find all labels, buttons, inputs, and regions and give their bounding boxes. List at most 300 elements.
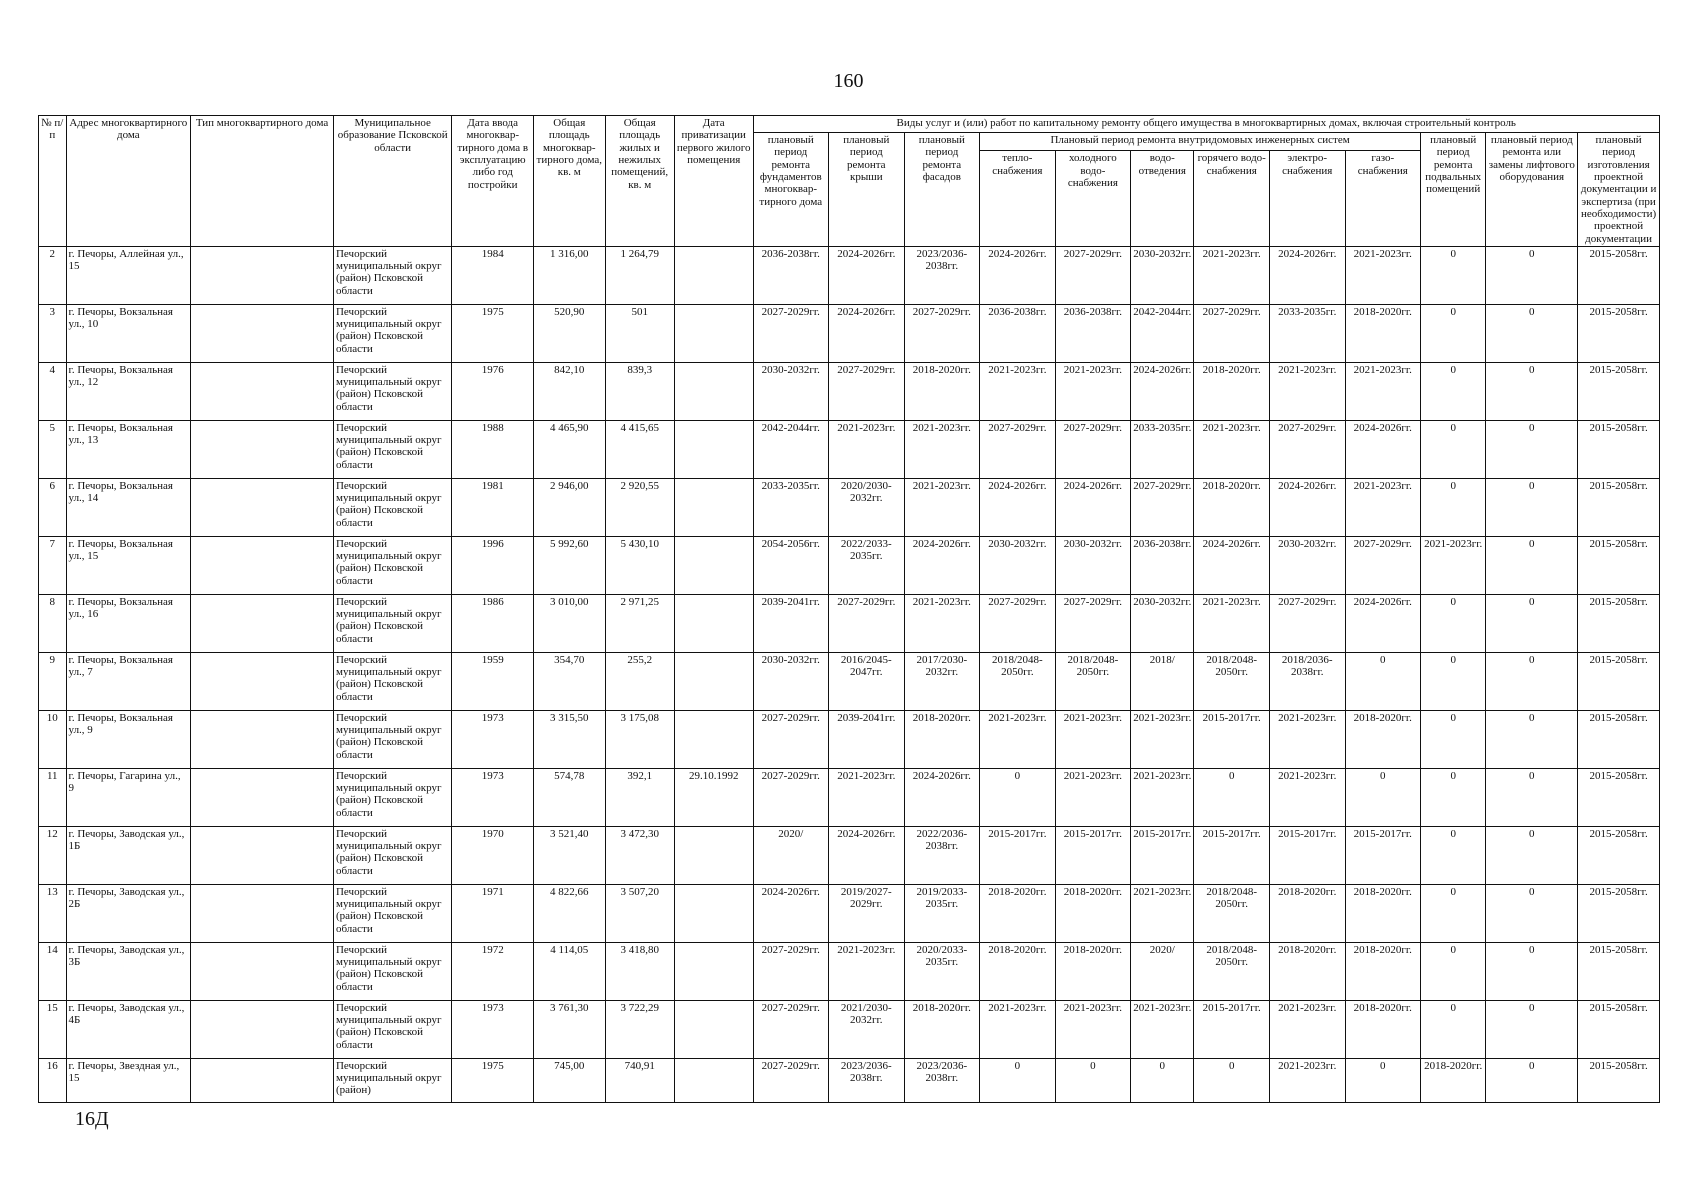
cell-lift: 0 [1486, 594, 1578, 652]
cell-num: 4 [39, 362, 67, 420]
cell-electric: 2021-2023гг. [1269, 768, 1345, 826]
cell-living-area: 5 430,10 [605, 536, 674, 594]
cell-living-area: 3 507,20 [605, 884, 674, 942]
cell-lift: 0 [1486, 362, 1578, 420]
cell-cold-water: 2030-2032гг. [1055, 536, 1131, 594]
cell-heat: 2018-2020гг. [980, 884, 1056, 942]
cell-num: 11 [39, 768, 67, 826]
header-foundation: плановый период ремонта фундаментов многоквар-тирного дома [753, 133, 829, 247]
cell-address: г. Печоры, Заводская ул., 2Б [66, 884, 191, 942]
cell-address: г. Печоры, Заводская ул., 1Б [66, 826, 191, 884]
cell-municipality: Печорский муниципальный округ (район) Псковской области [333, 304, 451, 362]
cell-total-area: 745,00 [534, 1058, 605, 1102]
cell-total-area: 842,10 [534, 362, 605, 420]
cell-lift: 0 [1486, 884, 1578, 942]
cell-drainage: 2030-2032гг. [1131, 246, 1194, 304]
cell-lift: 0 [1486, 304, 1578, 362]
cell-basement: 0 [1421, 1000, 1486, 1058]
cell-cold-water: 2027-2029гг. [1055, 594, 1131, 652]
cell-cold-water: 2021-2023гг. [1055, 768, 1131, 826]
cell-address: г. Печоры, Вокзальная ул., 14 [66, 478, 191, 536]
cell-gas: 2021-2023гг. [1345, 478, 1421, 536]
cell-facade: 2024-2026гг. [904, 536, 980, 594]
cell-hot-water: 0 [1194, 768, 1270, 826]
cell-privatization [674, 942, 753, 1000]
cell-heat: 2030-2032гг. [980, 536, 1056, 594]
cell-drainage: 2030-2032гг. [1131, 594, 1194, 652]
cell-facade: 2022/2036-2038гг. [904, 826, 980, 884]
cell-privatization [674, 826, 753, 884]
cell-year: 1981 [452, 478, 534, 536]
cell-foundation: 2042-2044гг. [753, 420, 829, 478]
cell-cold-water: 2018-2020гг. [1055, 942, 1131, 1000]
cell-lift: 0 [1486, 1058, 1578, 1102]
cell-total-area: 520,90 [534, 304, 605, 362]
cell-type [191, 652, 334, 710]
cell-gas: 2018-2020гг. [1345, 884, 1421, 942]
cell-year: 1973 [452, 1000, 534, 1058]
cell-design: 2015-2058гг. [1578, 710, 1660, 768]
cell-gas: 0 [1345, 768, 1421, 826]
cell-basement: 0 [1421, 826, 1486, 884]
cell-total-area: 3 521,40 [534, 826, 605, 884]
cell-electric: 2024-2026гг. [1269, 246, 1345, 304]
cell-drainage: 2024-2026гг. [1131, 362, 1194, 420]
cell-facade: 2024-2026гг. [904, 768, 980, 826]
cell-foundation: 2027-2029гг. [753, 304, 829, 362]
cell-privatization [674, 362, 753, 420]
footer-mark: 16Д [75, 1108, 109, 1130]
cell-year: 1984 [452, 246, 534, 304]
cell-total-area: 354,70 [534, 652, 605, 710]
cell-design: 2015-2058гг. [1578, 536, 1660, 594]
cell-num: 9 [39, 652, 67, 710]
cell-roof: 2027-2029гг. [829, 362, 905, 420]
cell-gas: 2018-2020гг. [1345, 942, 1421, 1000]
cell-address: г. Печоры, Заводская ул., 3Б [66, 942, 191, 1000]
table-row [39, 1000, 1660, 1058]
cell-privatization [674, 884, 753, 942]
cell-privatization [674, 1000, 753, 1058]
table-row [39, 478, 1660, 536]
cell-electric: 2024-2026гг. [1269, 478, 1345, 536]
cell-municipality: Печорский муниципальный округ (район) Псковской области [333, 942, 451, 1000]
cell-gas: 2027-2029гг. [1345, 536, 1421, 594]
cell-type [191, 246, 334, 304]
cell-type [191, 768, 334, 826]
cell-hot-water: 2027-2029гг. [1194, 304, 1270, 362]
cell-design: 2015-2058гг. [1578, 478, 1660, 536]
cell-gas: 0 [1345, 652, 1421, 710]
cell-basement: 0 [1421, 710, 1486, 768]
cell-heat: 2021-2023гг. [980, 1000, 1056, 1058]
cell-address: г. Печоры, Вокзальная ул., 10 [66, 304, 191, 362]
cell-heat: 2015-2017гг. [980, 826, 1056, 884]
cell-facade: 2021-2023гг. [904, 478, 980, 536]
cell-electric: 2027-2029гг. [1269, 594, 1345, 652]
cell-num: 3 [39, 304, 67, 362]
cell-municipality: Печорский муниципальный округ (район) Псковской области [333, 710, 451, 768]
cell-roof: 2022/2033-2035гг. [829, 536, 905, 594]
header-roof: плановый период ремонта крыши [829, 133, 905, 247]
cell-basement: 0 [1421, 884, 1486, 942]
cell-living-area: 3 722,29 [605, 1000, 674, 1058]
cell-privatization: 29.10.1992 [674, 768, 753, 826]
cell-design: 2015-2058гг. [1578, 1058, 1660, 1102]
cell-type [191, 1058, 334, 1102]
table-row [39, 594, 1660, 652]
cell-total-area: 4 114,05 [534, 942, 605, 1000]
cell-gas: 0 [1345, 1058, 1421, 1102]
cell-num: 16 [39, 1058, 67, 1102]
cell-privatization [674, 246, 753, 304]
cell-facade: 2018-2020гг. [904, 710, 980, 768]
cell-drainage: 2018/ [1131, 652, 1194, 710]
table-row [39, 710, 1660, 768]
cell-foundation: 2054-2056гг. [753, 536, 829, 594]
cell-gas: 2018-2020гг. [1345, 710, 1421, 768]
cell-year: 1988 [452, 420, 534, 478]
cell-type [191, 594, 334, 652]
cell-lift: 0 [1486, 652, 1578, 710]
cell-lift: 0 [1486, 826, 1578, 884]
table-row [39, 768, 1660, 826]
cell-lift: 0 [1486, 246, 1578, 304]
cell-roof: 2024-2026гг. [829, 304, 905, 362]
cell-privatization [674, 304, 753, 362]
cell-hot-water: 2018/2048-2050гг. [1194, 884, 1270, 942]
cell-privatization [674, 652, 753, 710]
header-gas: газо-снабжения [1345, 151, 1421, 247]
cell-address: г. Печоры, Вокзальная ул., 9 [66, 710, 191, 768]
cell-num: 2 [39, 246, 67, 304]
cell-electric: 2021-2023гг. [1269, 1000, 1345, 1058]
cell-living-area: 2 920,55 [605, 478, 674, 536]
cell-drainage: 2021-2023гг. [1131, 768, 1194, 826]
header-year: Дата ввода многоквар-тирного дома в эксплуатацию либо год постройки [452, 116, 534, 247]
cell-basement: 0 [1421, 942, 1486, 1000]
cell-design: 2015-2058гг. [1578, 362, 1660, 420]
cell-facade: 2019/2033-2035гг. [904, 884, 980, 942]
cell-total-area: 3 010,00 [534, 594, 605, 652]
cell-municipality: Печорский муниципальный округ (район) Псковской области [333, 362, 451, 420]
cell-electric: 2021-2023гг. [1269, 710, 1345, 768]
cell-electric: 2021-2023гг. [1269, 362, 1345, 420]
cell-year: 1959 [452, 652, 534, 710]
cell-hot-water: 2018-2020гг. [1194, 478, 1270, 536]
cell-cold-water: 2021-2023гг. [1055, 1000, 1131, 1058]
cell-hot-water: 2018-2020гг. [1194, 362, 1270, 420]
cell-lift: 0 [1486, 710, 1578, 768]
cell-hot-water: 2015-2017гг. [1194, 826, 1270, 884]
cell-roof: 2024-2026гг. [829, 246, 905, 304]
cell-privatization [674, 594, 753, 652]
cell-electric: 2018/2036-2038гг. [1269, 652, 1345, 710]
table-row [39, 652, 1660, 710]
cell-total-area: 3 315,50 [534, 710, 605, 768]
header-address: Адрес многоквартирного дома [66, 116, 191, 247]
cell-design: 2015-2058гг. [1578, 768, 1660, 826]
cell-design: 2015-2058гг. [1578, 1000, 1660, 1058]
cell-hot-water: 2021-2023гг. [1194, 246, 1270, 304]
cell-type [191, 826, 334, 884]
cell-year: 1975 [452, 1058, 534, 1102]
cell-municipality: Печорский муниципальный округ (район) Псковской области [333, 652, 451, 710]
cell-num: 6 [39, 478, 67, 536]
cell-roof: 2027-2029гг. [829, 594, 905, 652]
cell-hot-water: 2024-2026гг. [1194, 536, 1270, 594]
header-num: № п/п [39, 116, 67, 247]
cell-drainage: 2021-2023гг. [1131, 884, 1194, 942]
cell-basement: 0 [1421, 304, 1486, 362]
cell-municipality: Печорский муниципальный округ (район) Псковской области [333, 536, 451, 594]
header-basement: плановый период ремонта подвальных помещений [1421, 133, 1486, 247]
header-cold-water: холодного водо-снабжения [1055, 151, 1131, 247]
cell-roof: 2020/2030-2032гг. [829, 478, 905, 536]
cell-total-area: 574,78 [534, 768, 605, 826]
cell-heat: 2021-2023гг. [980, 362, 1056, 420]
cell-privatization [674, 1058, 753, 1102]
cell-cold-water: 0 [1055, 1058, 1131, 1102]
cell-year: 1975 [452, 304, 534, 362]
table-row [39, 1058, 1660, 1102]
cell-living-area: 3 175,08 [605, 710, 674, 768]
cell-heat: 0 [980, 768, 1056, 826]
cell-cold-water: 2021-2023гг. [1055, 362, 1131, 420]
cell-heat: 2027-2029гг. [980, 420, 1056, 478]
cell-total-area: 4 822,66 [534, 884, 605, 942]
cell-drainage: 0 [1131, 1058, 1194, 1102]
cell-drainage: 2015-2017гг. [1131, 826, 1194, 884]
cell-facade: 2027-2029гг. [904, 304, 980, 362]
cell-basement: 0 [1421, 594, 1486, 652]
cell-roof: 2019/2027-2029гг. [829, 884, 905, 942]
cell-municipality: Печорский муниципальный округ (район) [333, 1058, 451, 1102]
cell-facade: 2021-2023гг. [904, 594, 980, 652]
cell-total-area: 1 316,00 [534, 246, 605, 304]
cell-municipality: Печорский муниципальный округ (район) Псковской области [333, 478, 451, 536]
cell-heat: 2036-2038гг. [980, 304, 1056, 362]
cell-year: 1971 [452, 884, 534, 942]
cell-facade: 2023/2036-2038гг. [904, 246, 980, 304]
cell-foundation: 2030-2032гг. [753, 362, 829, 420]
cell-heat: 2018-2020гг. [980, 942, 1056, 1000]
cell-living-area: 2 971,25 [605, 594, 674, 652]
cell-address: г. Печоры, Вокзальная ул., 12 [66, 362, 191, 420]
cell-heat: 2018/2048-2050гг. [980, 652, 1056, 710]
cell-basement: 0 [1421, 246, 1486, 304]
header-drainage: водо-отведения [1131, 151, 1194, 247]
cell-lift: 0 [1486, 942, 1578, 1000]
cell-drainage: 2033-2035гг. [1131, 420, 1194, 478]
cell-electric: 2018-2020гг. [1269, 884, 1345, 942]
cell-basement: 0 [1421, 768, 1486, 826]
cell-electric: 2018-2020гг. [1269, 942, 1345, 1000]
cell-year: 1996 [452, 536, 534, 594]
cell-municipality: Печорский муниципальный округ (район) Псковской области [333, 1000, 451, 1058]
cell-electric: 2021-2023гг. [1269, 1058, 1345, 1102]
cell-living-area: 3 472,30 [605, 826, 674, 884]
cell-gas: 2015-2017гг. [1345, 826, 1421, 884]
header-engineering-group: Плановый период ремонта внутридомовых инженерных систем [980, 133, 1421, 151]
cell-type [191, 536, 334, 594]
cell-drainage: 2020/ [1131, 942, 1194, 1000]
table-row [39, 536, 1660, 594]
header-hot-water: горячего водо-снабжения [1194, 151, 1270, 247]
cell-design: 2015-2058гг. [1578, 420, 1660, 478]
cell-hot-water: 2015-2017гг. [1194, 710, 1270, 768]
cell-design: 2015-2058гг. [1578, 942, 1660, 1000]
cell-lift: 0 [1486, 478, 1578, 536]
cell-drainage: 2027-2029гг. [1131, 478, 1194, 536]
cell-foundation: 2027-2029гг. [753, 1058, 829, 1102]
cell-foundation: 2036-2038гг. [753, 246, 829, 304]
cell-heat: 2021-2023гг. [980, 710, 1056, 768]
cell-living-area: 3 418,80 [605, 942, 674, 1000]
cell-drainage: 2021-2023гг. [1131, 710, 1194, 768]
cell-roof: 2016/2045-2047гг. [829, 652, 905, 710]
table-row [39, 304, 1660, 362]
cell-lift: 0 [1486, 768, 1578, 826]
cell-hot-water: 2018/2048-2050гг. [1194, 942, 1270, 1000]
cell-basement: 0 [1421, 652, 1486, 710]
cell-municipality: Печорский муниципальный округ (район) Псковской области [333, 826, 451, 884]
cell-basement: 0 [1421, 478, 1486, 536]
cell-electric: 2015-2017гг. [1269, 826, 1345, 884]
cell-year: 1986 [452, 594, 534, 652]
table-row [39, 942, 1660, 1000]
cell-electric: 2033-2035гг. [1269, 304, 1345, 362]
table-row [39, 884, 1660, 942]
cell-living-area: 4 415,65 [605, 420, 674, 478]
cell-living-area: 839,3 [605, 362, 674, 420]
cell-num: 12 [39, 826, 67, 884]
capital-repair-table [38, 115, 1660, 1103]
page-number: 160 [833, 70, 864, 92]
cell-num: 5 [39, 420, 67, 478]
cell-basement: 0 [1421, 420, 1486, 478]
cell-basement: 0 [1421, 362, 1486, 420]
cell-gas: 2024-2026гг. [1345, 594, 1421, 652]
cell-foundation: 2039-2041гг. [753, 594, 829, 652]
cell-cold-water: 2027-2029гг. [1055, 246, 1131, 304]
cell-num: 7 [39, 536, 67, 594]
cell-municipality: Печорский муниципальный округ (район) Псковской области [333, 884, 451, 942]
cell-foundation: 2030-2032гг. [753, 652, 829, 710]
cell-foundation: 2027-2029гг. [753, 710, 829, 768]
cell-address: г. Печоры, Аллейная ул., 15 [66, 246, 191, 304]
cell-facade: 2017/2030-2032гг. [904, 652, 980, 710]
cell-living-area: 1 264,79 [605, 246, 674, 304]
cell-design: 2015-2058гг. [1578, 304, 1660, 362]
cell-roof: 2021/2030-2032гг. [829, 1000, 905, 1058]
cell-privatization [674, 420, 753, 478]
table-row [39, 420, 1660, 478]
cell-basement: 2021-2023гг. [1421, 536, 1486, 594]
cell-heat: 2024-2026гг. [980, 246, 1056, 304]
table-row [39, 246, 1660, 304]
cell-address: г. Печоры, Заводская ул., 4Б [66, 1000, 191, 1058]
cell-municipality: Печорский муниципальный округ (район) Псковской области [333, 246, 451, 304]
cell-heat: 0 [980, 1058, 1056, 1102]
header-design: плановый период изготовления проектной документации и экспертиза (при необходимости) проектной документации [1578, 133, 1660, 247]
cell-cold-water: 2024-2026гг. [1055, 478, 1131, 536]
cell-gas: 2018-2020гг. [1345, 304, 1421, 362]
cell-num: 10 [39, 710, 67, 768]
cell-heat: 2024-2026гг. [980, 478, 1056, 536]
header-living-area: Общая площадь жилых и нежилых помещений, кв. м [605, 116, 674, 247]
cell-total-area: 3 761,30 [534, 1000, 605, 1058]
cell-hot-water: 0 [1194, 1058, 1270, 1102]
cell-living-area: 255,2 [605, 652, 674, 710]
cell-design: 2015-2058гг. [1578, 884, 1660, 942]
cell-roof: 2021-2023гг. [829, 942, 905, 1000]
cell-design: 2015-2058гг. [1578, 246, 1660, 304]
cell-living-area: 740,91 [605, 1058, 674, 1102]
cell-hot-water: 2021-2023гг. [1194, 594, 1270, 652]
cell-foundation: 2020/ [753, 826, 829, 884]
cell-address: г. Печоры, Вокзальная ул., 15 [66, 536, 191, 594]
cell-privatization [674, 536, 753, 594]
cell-design: 2015-2058гг. [1578, 826, 1660, 884]
cell-type [191, 942, 334, 1000]
cell-municipality: Печорский муниципальный округ (район) Псковской области [333, 594, 451, 652]
cell-total-area: 5 992,60 [534, 536, 605, 594]
cell-gas: 2021-2023гг. [1345, 362, 1421, 420]
cell-foundation: 2027-2029гг. [753, 1000, 829, 1058]
cell-total-area: 4 465,90 [534, 420, 605, 478]
cell-privatization [674, 710, 753, 768]
cell-roof: 2021-2023гг. [829, 768, 905, 826]
cell-basement: 2018-2020гг. [1421, 1058, 1486, 1102]
cell-roof: 2023/2036-2038гг. [829, 1058, 905, 1102]
cell-drainage: 2036-2038гг. [1131, 536, 1194, 594]
cell-electric: 2027-2029гг. [1269, 420, 1345, 478]
cell-num: 13 [39, 884, 67, 942]
cell-num: 14 [39, 942, 67, 1000]
cell-facade: 2023/2036-2038гг. [904, 1058, 980, 1102]
header-type: Тип многоквартирного дома [191, 116, 334, 247]
cell-year: 1970 [452, 826, 534, 884]
cell-cold-water: 2018/2048-2050гг. [1055, 652, 1131, 710]
header-municipality: Муниципальное образование Псковской области [333, 116, 451, 247]
cell-facade: 2020/2033-2035гг. [904, 942, 980, 1000]
cell-type [191, 420, 334, 478]
cell-cold-water: 2015-2017гг. [1055, 826, 1131, 884]
header-lift: плановый период ремонта или замены лифтового оборудования [1486, 133, 1578, 247]
cell-address: г. Печоры, Вокзальная ул., 7 [66, 652, 191, 710]
cell-roof: 2039-2041гг. [829, 710, 905, 768]
header-works-group: Виды услуг и (или) работ по капитальному ремонту общего имущества в многоквартирных домах, включая строительный контроль [753, 116, 1660, 133]
cell-drainage: 2042-2044гг. [1131, 304, 1194, 362]
table-row [39, 826, 1660, 884]
cell-facade: 2018-2020гг. [904, 362, 980, 420]
cell-foundation: 2024-2026гг. [753, 884, 829, 942]
cell-facade: 2018-2020гг. [904, 1000, 980, 1058]
cell-living-area: 392,1 [605, 768, 674, 826]
cell-cold-water: 2021-2023гг. [1055, 710, 1131, 768]
cell-municipality: Печорский муниципальный округ (район) Псковской области [333, 768, 451, 826]
cell-cold-water: 2036-2038гг. [1055, 304, 1131, 362]
cell-year: 1973 [452, 710, 534, 768]
cell-address: г. Печоры, Гагарина ул., 9 [66, 768, 191, 826]
table-row [39, 362, 1660, 420]
cell-total-area: 2 946,00 [534, 478, 605, 536]
cell-year: 1973 [452, 768, 534, 826]
cell-gas: 2018-2020гг. [1345, 1000, 1421, 1058]
cell-roof: 2024-2026гг. [829, 826, 905, 884]
cell-electric: 2030-2032гг. [1269, 536, 1345, 594]
